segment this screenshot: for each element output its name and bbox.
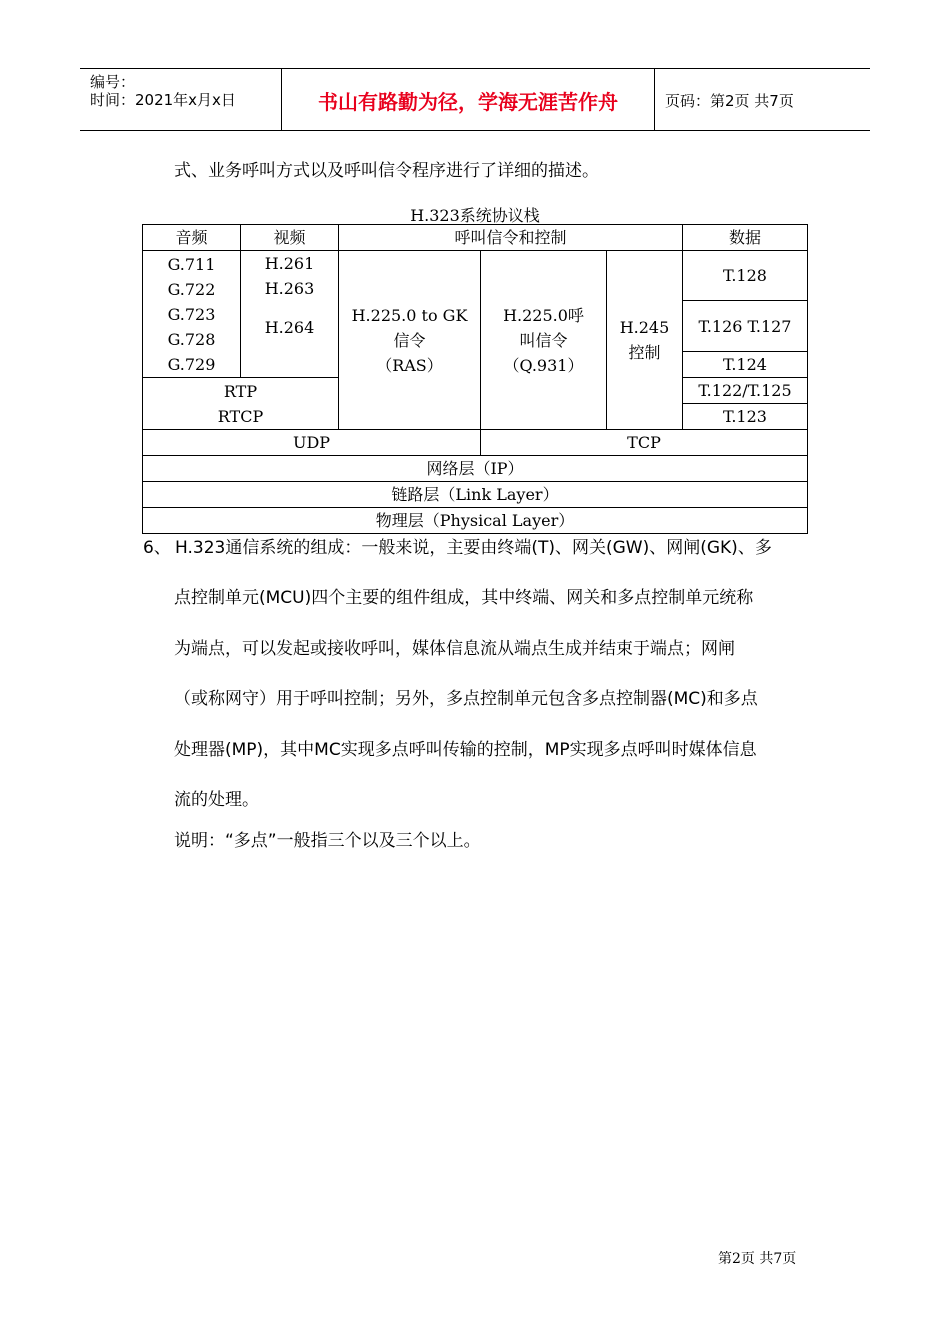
section-number: 6、 xyxy=(143,538,171,558)
header-motto-cell xyxy=(282,69,655,130)
header-page-cell xyxy=(655,69,870,130)
rtcp-label: RTCP xyxy=(217,406,264,426)
header-meta-cell xyxy=(80,69,282,130)
video-codec: H.261 xyxy=(264,254,315,273)
rtp-rtcp-cell xyxy=(143,378,339,430)
video-codec: H.263 xyxy=(264,279,315,298)
physical-layer-cell: 物理层（Physical Layer） xyxy=(143,508,808,534)
section-line: 流的处理。 xyxy=(174,790,259,810)
h245-line: 控制 xyxy=(628,343,661,362)
data-protocol-cell: T.123 xyxy=(683,404,808,430)
data-protocol-cell: T.124 xyxy=(683,352,808,378)
header-audio: 音频 xyxy=(143,225,241,251)
rtp-label: RTP xyxy=(223,381,258,401)
data-protocol-cell: T.128 xyxy=(683,251,808,301)
page-header xyxy=(80,68,870,131)
header-video: 视频 xyxy=(241,225,339,251)
link-layer-cell: 链路层（Link Layer） xyxy=(143,482,808,508)
section-line: 为端点，可以发起或接收呼叫，媒体信息流从端点生成并结束于端点；网闸 xyxy=(174,639,735,659)
header-data: 数据 xyxy=(683,225,808,251)
protocol-stack-table xyxy=(142,224,808,534)
video-codecs-cell xyxy=(241,251,339,378)
ras-line: 信令 xyxy=(393,330,426,350)
audio-codec: G.729 xyxy=(167,354,216,374)
audio-codec: G.723 xyxy=(167,304,216,324)
page-footer: 第2页 共7页 xyxy=(718,1251,797,1267)
ras-line: （RAS） xyxy=(376,355,443,375)
number-label: 编号： xyxy=(90,73,136,91)
audio-codecs-cell xyxy=(143,251,241,378)
intro-line: 式、业务呼叫方式以及呼叫信令程序进行了详细的描述。 xyxy=(174,161,599,181)
data-protocol-cell: T.122/T.125 xyxy=(683,378,808,404)
udp-cell: UDP xyxy=(143,430,481,456)
table-caption: H.323系统协议栈 xyxy=(410,206,540,225)
h245-line: H.245 xyxy=(619,318,670,337)
q931-cell xyxy=(481,251,607,430)
audio-codec: G.728 xyxy=(167,329,216,349)
tcp-cell: TCP xyxy=(481,430,808,456)
time-label: 时间：2021年x月x日 xyxy=(90,91,236,109)
section-line: H.323通信系统的组成：一般来说，主要由终端(T)、网关(GW)、网闸(GK)、多 xyxy=(175,538,772,558)
page-label: 页码：第2页 共7页 xyxy=(665,92,794,110)
q931-line: （Q.931） xyxy=(503,355,584,375)
q931-line: H.225.0呼 xyxy=(503,305,584,325)
section-line: 处理器(MP)，其中MC实现多点呼叫传输的控制，MP实现多点呼叫时媒体信息 xyxy=(174,740,757,760)
audio-codec: G.722 xyxy=(167,279,216,299)
data-protocol-cell: T.126 T.127 xyxy=(683,301,808,352)
video-codec: H.264 xyxy=(264,318,315,337)
section-line: 点控制单元(MCU)四个主要的组件组成，其中终端、网关和多点控制单元统称 xyxy=(174,588,754,608)
network-layer-cell: 网络层（IP） xyxy=(143,456,808,482)
q931-line: 叫信令 xyxy=(519,330,568,350)
header-call-signaling: 呼叫信令和控制 xyxy=(339,225,683,251)
ras-line: H.225.0 to GK xyxy=(351,305,468,325)
motto: 书山有路勤为径，学海无涯苦作舟 xyxy=(318,90,618,114)
audio-codec: G.711 xyxy=(167,254,216,274)
h245-cell xyxy=(607,251,683,430)
note-line: 说明：“多点”一般指三个以及三个以上。 xyxy=(174,831,481,851)
ras-cell xyxy=(339,251,481,430)
section-line: （或称网守）用于呼叫控制；另外，多点控制单元包含多点控制器(MC)和多点 xyxy=(174,689,758,709)
